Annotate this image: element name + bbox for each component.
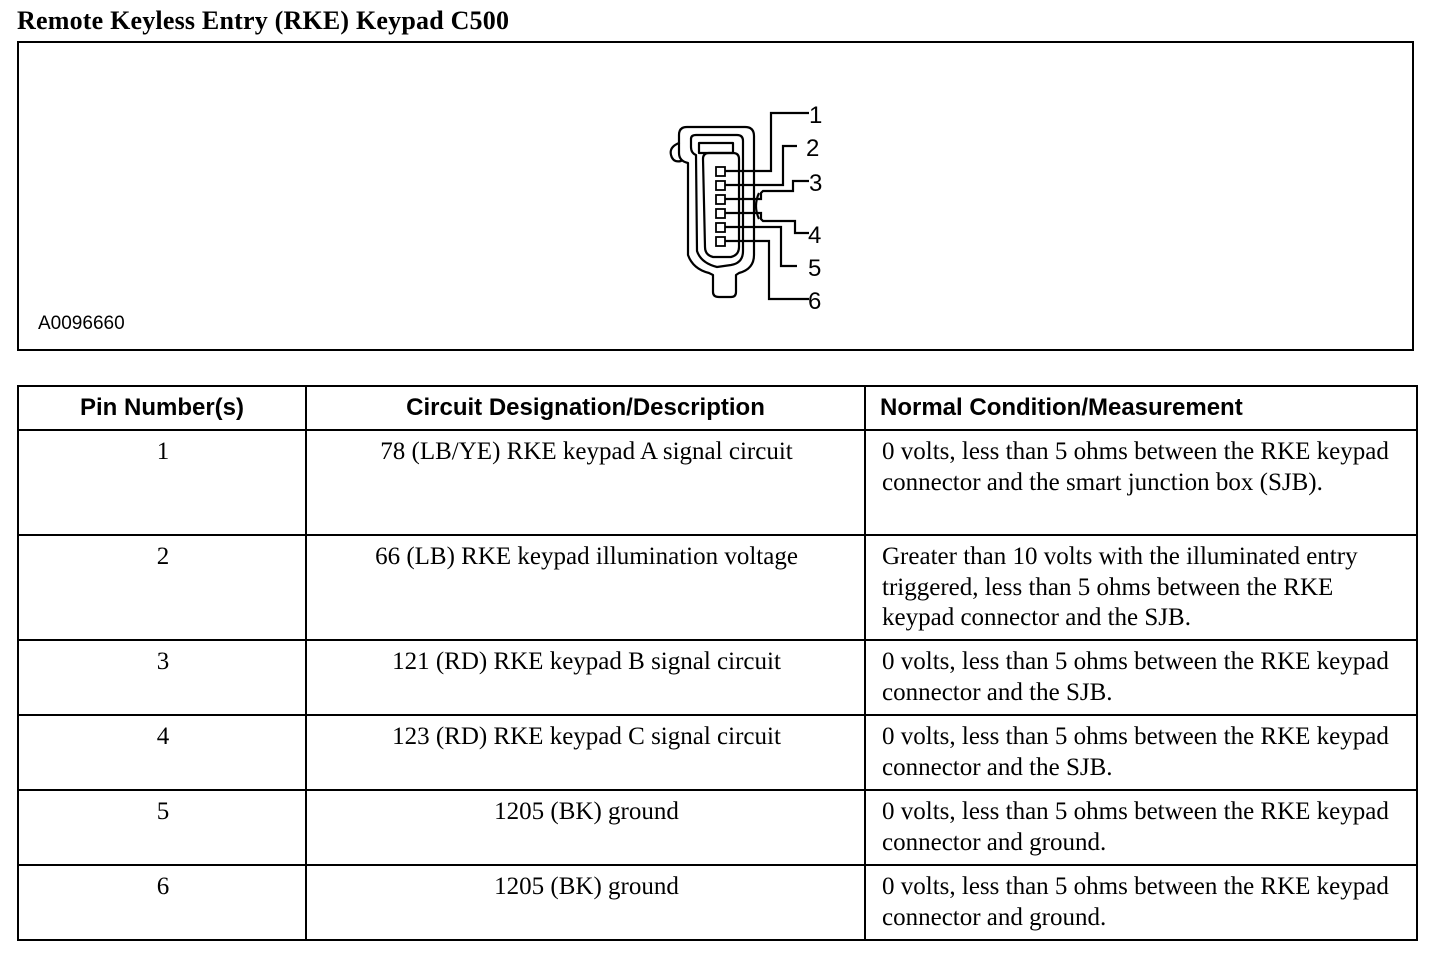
pin-label-5: 5 xyxy=(808,255,822,282)
pin-cell: 6 xyxy=(18,865,306,940)
table-row xyxy=(18,430,1417,535)
page-title: Remote Keyless Entry (RKE) Keypad C500 xyxy=(17,6,510,35)
measurement-cell: 0 volts, less than 5 ohms between the RKE keypad connector and the smart junction box (SJB). xyxy=(865,430,1417,535)
pin-cell: 3 xyxy=(18,640,306,715)
pin-cell: 1 xyxy=(18,430,306,535)
circuit-cell: 66 (LB) RKE keypad illumination voltage xyxy=(306,535,865,640)
pin-label-4: 4 xyxy=(808,222,822,249)
pin-cell: 4 xyxy=(18,715,306,790)
pin-cell: 5 xyxy=(18,790,306,865)
circuit-cell: 121 (RD) RKE keypad B signal circuit xyxy=(306,640,865,715)
table-row xyxy=(18,535,1417,640)
pin-label-2: 2 xyxy=(806,135,820,162)
connector-face-icon xyxy=(19,43,1416,353)
connector-figure xyxy=(17,41,1414,351)
pin-label-1: 1 xyxy=(809,102,823,129)
circuit-cell: 78 (LB/YE) RKE keypad A signal circuit xyxy=(306,430,865,535)
table-row xyxy=(18,715,1417,790)
pin-cell: 2 xyxy=(18,535,306,640)
measurement-cell: 0 volts, less than 5 ohms between the RKE keypad connector and ground. xyxy=(865,790,1417,865)
table-header-row xyxy=(18,386,1417,430)
pin-label-6: 6 xyxy=(808,288,822,315)
measurement-cell: 0 volts, less than 5 ohms between the RKE keypad connector and ground. xyxy=(865,865,1417,940)
table-row xyxy=(18,640,1417,715)
table-row xyxy=(18,865,1417,940)
header-pin-number: Pin Number(s) xyxy=(18,386,306,430)
pin-table xyxy=(17,385,1418,941)
measurement-cell: Greater than 10 volts with the illuminated entry triggered, less than 5 ohms between the RKE keypad connector and the SJB. xyxy=(865,535,1417,640)
measurement-cell: 0 volts, less than 5 ohms between the RKE keypad connector and the SJB. xyxy=(865,715,1417,790)
circuit-cell: 1205 (BK) ground xyxy=(306,790,865,865)
figure-id: A0096660 xyxy=(38,313,125,334)
pin-label-3: 3 xyxy=(809,170,823,197)
header-circuit: Circuit Designation/Description xyxy=(306,386,865,430)
circuit-cell: 123 (RD) RKE keypad C signal circuit xyxy=(306,715,865,790)
measurement-cell: 0 volts, less than 5 ohms between the RKE keypad connector and the SJB. xyxy=(865,640,1417,715)
table-row xyxy=(18,790,1417,865)
circuit-cell: 1205 (BK) ground xyxy=(306,865,865,940)
header-measurement: Normal Condition/Measurement xyxy=(865,386,1417,430)
